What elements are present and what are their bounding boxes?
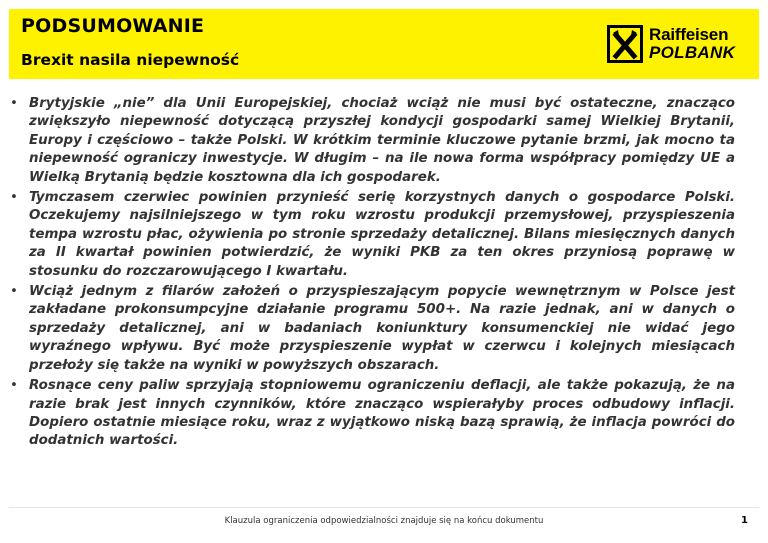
list-item	[10, 283, 735, 375]
bullet-text: Brytyjskie „nie” dla Unii Europejskiej, chociaż wciąż nie musi być ostateczne, znacząco zwiększyło niepewność dotyczącą przyszłej kondycji gospodarki samej Wielkiej Brytanii, Europy i częściowo – także Polski. W krótkim terminie kluczowe pytanie brzmi, jak mocno ta niepewność ograniczy inwestycje. W długim – na ile nowa forma współpracy pomiędzy UE a Wielką Brytanią będzie kosztowna dla ich gospodarek.	[29, 96, 735, 185]
list-item	[10, 95, 735, 187]
footer-disclaimer: Klauzula ograniczenia odpowiedzialności znajduje się na końcu dokumentu	[224, 516, 544, 526]
raiffeisen-polbank-logo	[607, 25, 745, 65]
bullet-icon: •	[10, 284, 18, 300]
logo-text-polbank: POLBANK	[649, 43, 736, 62]
list-item	[10, 377, 735, 451]
logo-text-raiffeisen: Raiffeisen	[649, 25, 729, 44]
list-item	[10, 189, 735, 281]
summary-bullet-list	[10, 95, 735, 453]
page-title: PODSUMOWANIE	[21, 15, 205, 37]
header-banner	[9, 9, 759, 79]
bullet-text: Wciąż jednym z filarów założeń o przyspieszającym popycie wewnętrznym w Polsce jest zakładane prokonsumpcyjne działanie programu 500+. Na razie jednak, ani w danych o sprzedaży detalicznej, ani w badaniach koniunktury konsumenckiej nie widać jego wyraźnego wpływu. Być może przyspieszenie wypłat w czerwcu i kolejnych miesiącach przełoży się także na wyniki w powyższych obszarach.	[29, 284, 735, 373]
raiffeisen-crossed-horses-icon	[607, 25, 643, 63]
bullet-text: Tymczasem czerwiec powinien przynieść serię korzystnych danych o gospodarce Polski. Oczekujemy najsilniejszego w tym roku wzrostu produkcji przemysłowej, przyspieszenia tempa wzrostu płac, ożywienia po stronie sprzedaży detalicznej. Bilans miesięcznych danych za II kwartał powinien potwierdzić, że wyniki PKB za ten okres przyniosą poprawę w stosunku do rozczarowującego I kwartału.	[29, 190, 735, 279]
page-number: 1	[741, 515, 748, 526]
bullet-text: Rosnące ceny paliw sprzyjają stopniowemu ograniczeniu deflacji, ale także pokazują, że na razie brak jest innych czynników, które znacząco wspierałyby proces odbudowy inflacji. Dopiero ostatnie miesiące roku, wraz z wyjątkowo niską bazą sprawią, że inflacja powróci do dodatnich wartości.	[29, 378, 735, 449]
bullet-icon: •	[10, 96, 18, 111]
footer-divider	[9, 507, 759, 508]
bullet-icon: •	[10, 190, 18, 206]
page-subtitle: Brexit nasila niepewność	[21, 51, 240, 69]
bullet-icon: •	[10, 378, 18, 394]
